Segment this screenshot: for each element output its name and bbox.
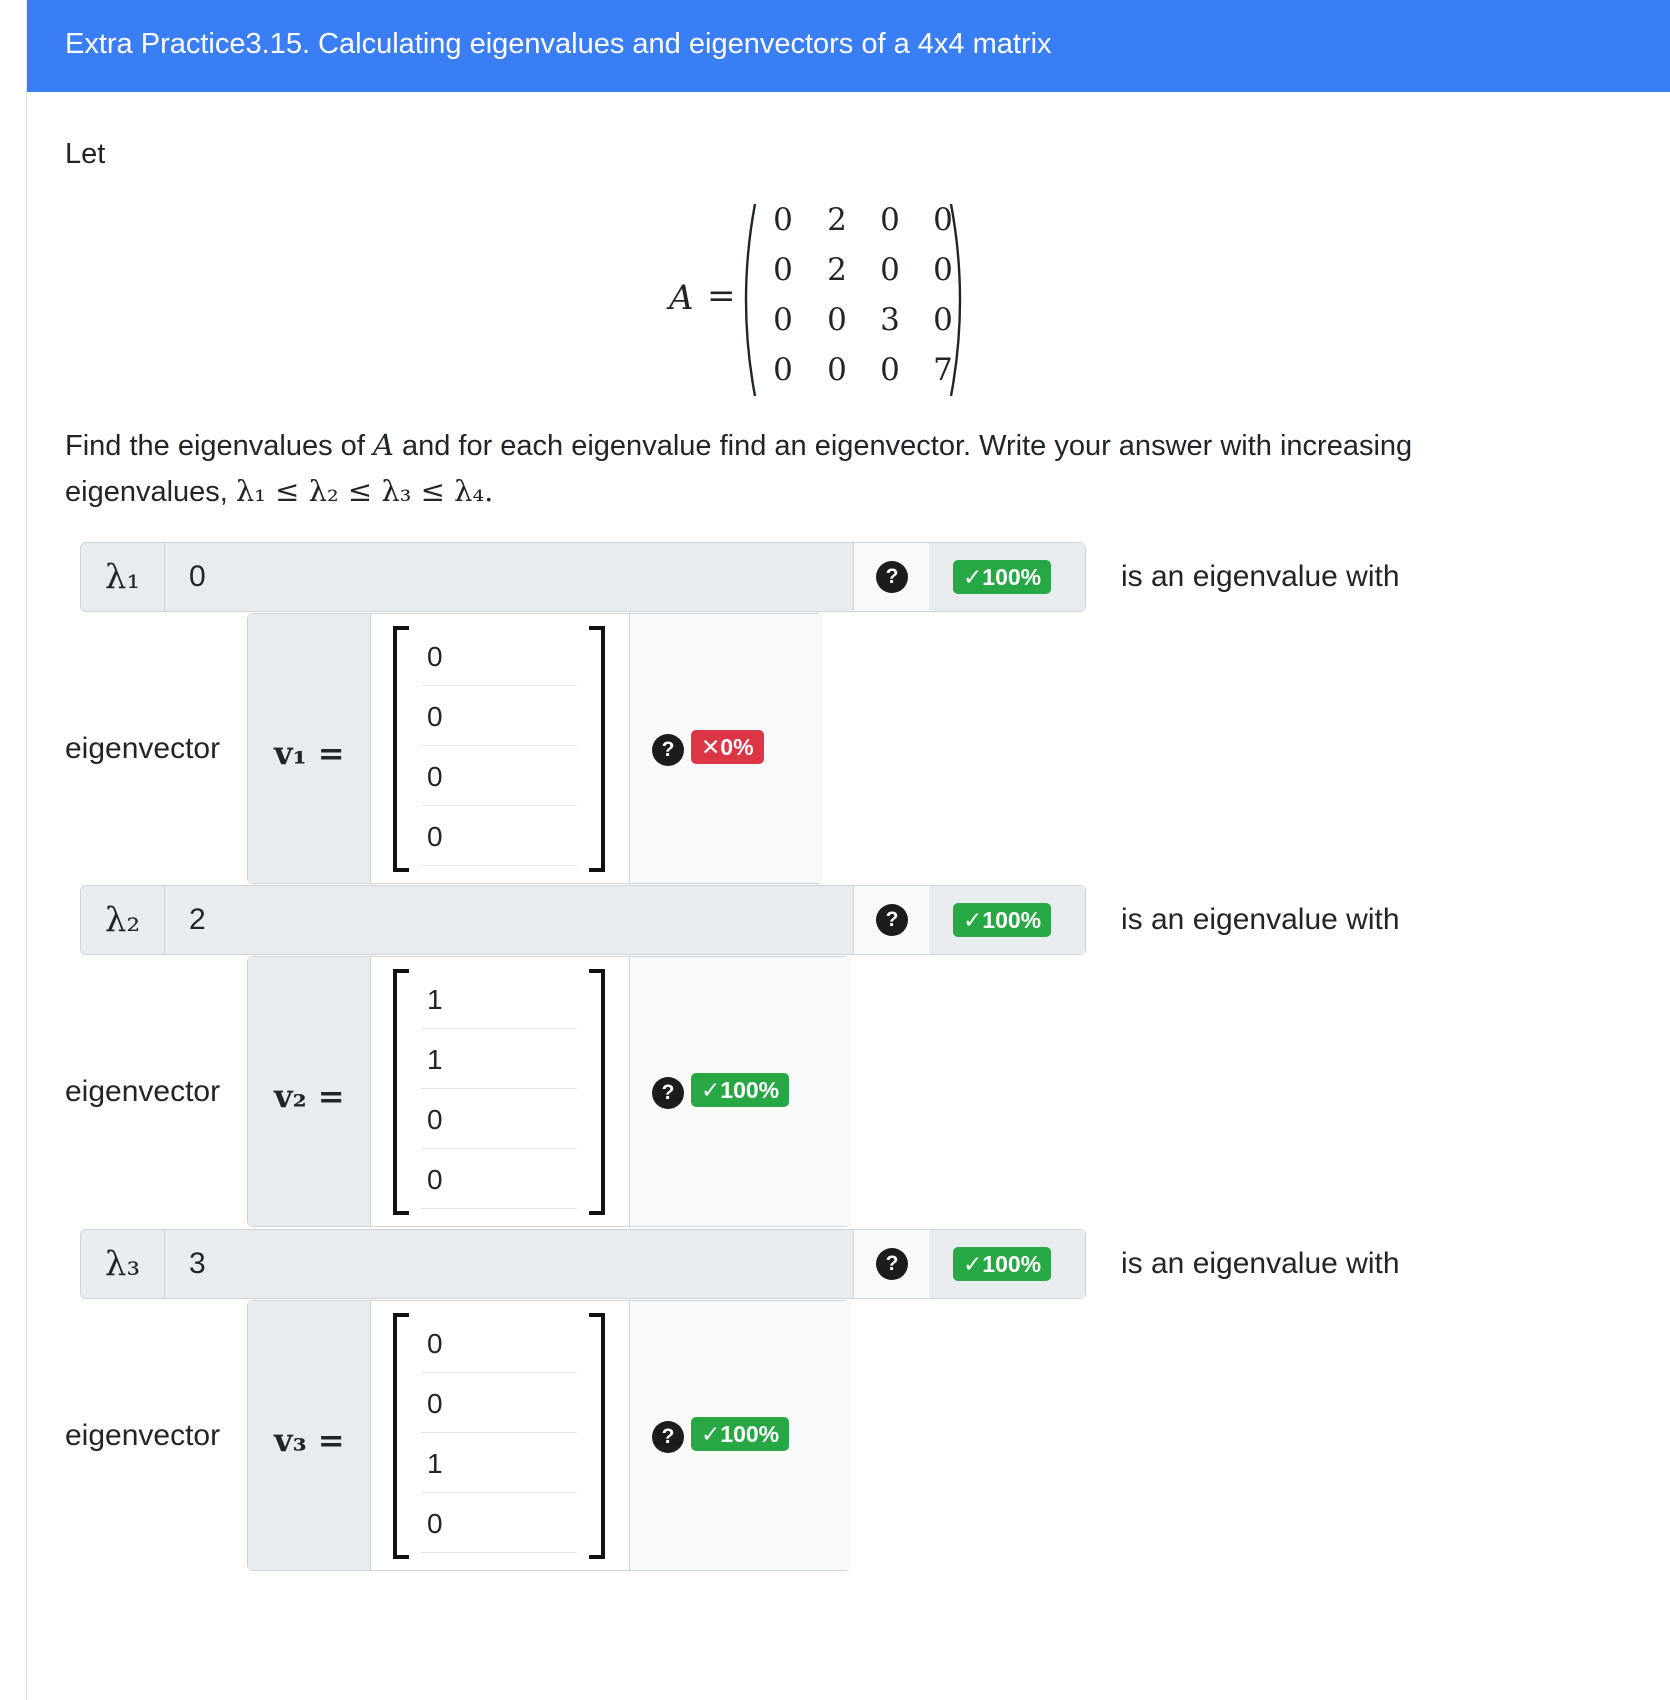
right-bracket-icon <box>585 1313 607 1559</box>
instructions-matrix-ref: A <box>372 428 394 462</box>
matrix-cell: 0 <box>773 352 793 388</box>
matrix-cell: 0 <box>827 352 847 388</box>
score-badge-correct: ✓100% <box>953 903 1051 937</box>
help-icon[interactable]: ? <box>652 1421 684 1453</box>
question-card <box>26 0 1670 1700</box>
score-badge-correct: ✓100% <box>953 560 1051 594</box>
left-bracket-icon <box>391 1313 413 1559</box>
eigenvalue-input-1[interactable]: 0 <box>189 560 206 593</box>
score-cell <box>929 543 1085 611</box>
instructions-line-1 <box>65 428 1412 463</box>
vector-entry-input[interactable]: 0 <box>421 1375 577 1433</box>
matrix-cell: 0 <box>880 202 900 238</box>
score-cell <box>929 886 1085 954</box>
help-icon[interactable]: ? <box>876 1248 908 1280</box>
matrix-cell: 0 <box>933 202 953 238</box>
question-header <box>27 0 1670 92</box>
let-text: Let <box>65 138 106 170</box>
matrix-cell: 2 <box>827 202 847 238</box>
help-icon[interactable]: ? <box>876 904 908 936</box>
eigenvalue-order: λ₁ ≤ λ₂ ≤ λ₃ ≤ λ₄ <box>235 474 485 508</box>
eigenvector-input-group-1 <box>247 613 823 884</box>
eigenvector-word: eigenvector <box>65 1075 221 1108</box>
vector-entry-input[interactable]: 0 <box>421 1315 577 1373</box>
score-badge-correct: ✓100% <box>953 1247 1051 1281</box>
vector-help-cell <box>629 614 823 883</box>
vector-entry-input[interactable]: 0 <box>421 1091 577 1149</box>
vector-3-body <box>371 1301 629 1570</box>
eigenvalue-input-group-2 <box>80 885 1086 955</box>
matrix-cell: 2 <box>827 252 847 288</box>
vector-3-label <box>248 1301 371 1570</box>
lambda-3-label: λ₃ <box>81 1230 165 1298</box>
matrix-cell: 0 <box>773 302 793 338</box>
matrix-name: A <box>669 278 694 318</box>
vector-2-label <box>248 957 371 1226</box>
help-icon[interactable]: ? <box>876 561 908 593</box>
score-badge-incorrect: ✕0% <box>691 730 764 764</box>
help-cell <box>853 543 931 611</box>
instructions-text: and for each eigenvalue find an eigenvector. Write your answer with increasing <box>393 430 1413 462</box>
matrix-a <box>637 200 977 400</box>
vector-entry-input[interactable]: 1 <box>421 971 577 1029</box>
vector-label-text: v₁ = <box>274 734 345 772</box>
matrix-cell: 0 <box>933 302 953 338</box>
vector-2-body <box>371 957 629 1226</box>
vector-entry-input[interactable]: 0 <box>421 748 577 806</box>
eigenvalue-tail-text: is an eigenvalue with <box>1121 903 1400 936</box>
matrix-cell: 7 <box>933 352 953 388</box>
question-title: Extra Practice3.15. Calculating eigenvalues and eigenvectors of a 4x4 matrix <box>65 28 1052 60</box>
eigenvalue-input-3[interactable]: 3 <box>189 1247 206 1280</box>
score-cell <box>929 1230 1085 1298</box>
eigenvalue-tail-text: is an eigenvalue with <box>1121 1247 1400 1280</box>
help-cell <box>853 886 931 954</box>
right-bracket-icon <box>585 626 607 872</box>
eigenvalue-input-group-1 <box>80 542 1086 612</box>
eigenvector-input-group-2 <box>247 956 851 1227</box>
eigenvalue-input-group-3 <box>80 1229 1086 1299</box>
vector-help-cell <box>629 1301 851 1570</box>
matrix-cell: 0 <box>827 302 847 338</box>
matrix-cell: 0 <box>880 352 900 388</box>
eigenvector-word: eigenvector <box>65 1419 221 1452</box>
vector-entry-input[interactable]: 0 <box>421 1495 577 1553</box>
lambda-2-label: λ₂ <box>81 886 165 954</box>
eigenvalue-input-2[interactable]: 2 <box>189 903 206 936</box>
vector-1-body <box>371 614 629 883</box>
instructions-text: . <box>484 474 494 508</box>
help-icon[interactable]: ? <box>652 734 684 766</box>
matrix-cell: 0 <box>933 252 953 288</box>
instructions-line-2 <box>65 474 493 509</box>
vector-entry-input[interactable]: 0 <box>421 628 577 686</box>
vector-entry-input[interactable]: 1 <box>421 1435 577 1493</box>
vector-help-cell <box>629 957 851 1226</box>
lambda-1-label: λ₁ <box>81 543 165 611</box>
matrix-equals: = <box>707 276 736 316</box>
matrix-cell: 0 <box>773 202 793 238</box>
vector-1-label <box>248 614 371 883</box>
score-badge-correct: ✓100% <box>691 1417 789 1451</box>
left-bracket-icon <box>391 969 413 1215</box>
vector-entry-input[interactable]: 0 <box>421 688 577 746</box>
instructions-text: Find the eigenvalues of <box>65 430 373 462</box>
vector-label-text: v₂ = <box>274 1077 345 1115</box>
instructions-text: eigenvalues, <box>65 476 236 508</box>
eigenvector-word: eigenvector <box>65 732 221 765</box>
matrix-cell: 3 <box>880 302 900 338</box>
vector-entry-input[interactable]: 1 <box>421 1031 577 1089</box>
vector-entry-input[interactable]: 0 <box>421 1151 577 1209</box>
vector-entry-input[interactable]: 0 <box>421 808 577 866</box>
matrix-cell: 0 <box>880 252 900 288</box>
matrix-cell: 0 <box>773 252 793 288</box>
eigenvector-input-group-3 <box>247 1300 851 1571</box>
right-bracket-icon <box>585 969 607 1215</box>
eigenvalue-tail-text: is an eigenvalue with <box>1121 560 1400 593</box>
left-bracket-icon <box>391 626 413 872</box>
left-paren-icon <box>735 200 759 400</box>
vector-label-text: v₃ = <box>274 1421 345 1459</box>
score-badge-correct: ✓100% <box>691 1073 789 1107</box>
help-cell <box>853 1230 931 1298</box>
help-icon[interactable]: ? <box>652 1077 684 1109</box>
